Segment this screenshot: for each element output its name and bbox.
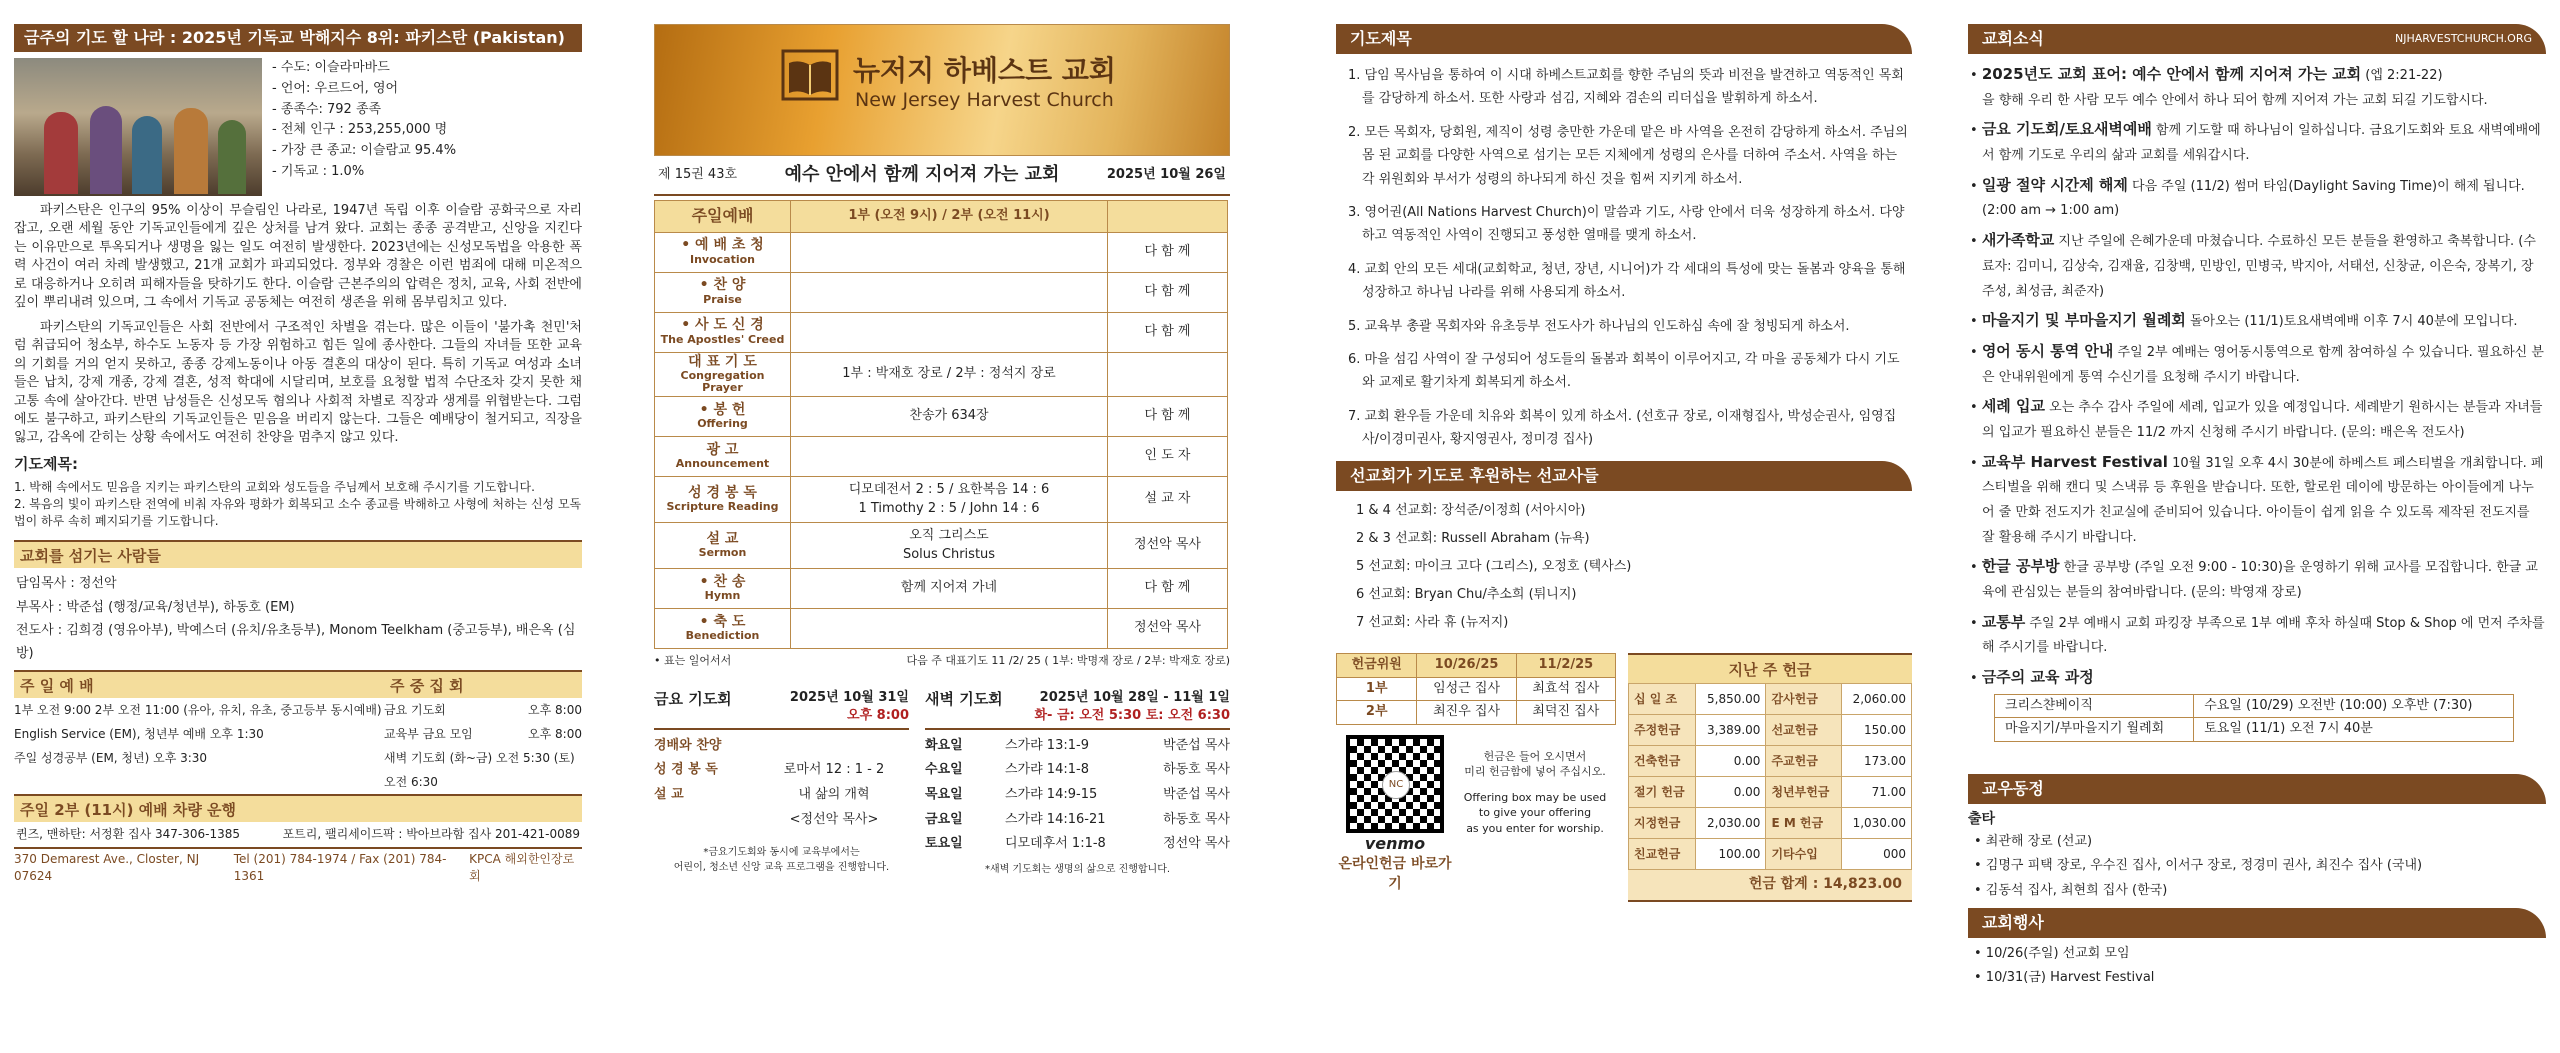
order-item-name: • 축 도 Benediction [655,609,791,649]
worship-order-row [655,437,1228,477]
order-item-detail: 찬송가 634장 [791,397,1108,437]
panel-news [1968,24,2546,991]
dawn-items [925,734,1230,857]
travel-subtitle: 출타 [1968,810,1996,827]
news-item: • 교통부 주일 2부 예배시 교회 파킹장 부족으로 1부 예배 후차 하실때 Stop & Shop 에 먼저 주차를 해 주시기를 바랍니다. [1970,612,2545,656]
schedule-body [14,698,582,794]
offering-section [1336,653,1912,902]
order-item-name: • 봉 헌 Offering [655,397,791,437]
missionary-header [1336,461,1912,491]
fact-capital: - 수도: 이슬라마바드 [272,60,390,75]
friday-item: <정선악 목사> [789,811,879,827]
dawn-item: 수요일 스가랴 14:1-8 하동호 목사 [925,762,1230,778]
friday-title: 금요 기도회 [654,689,732,708]
fact-religion: - 가장 큰 종교: 이슬람교 95.4% [272,143,457,159]
dawn-item: 목요일 스가랴 14:9-15 박준섭 목사 [925,787,1230,803]
stand-note: • 표는 일어서서 [654,654,732,668]
worship-order-row [655,569,1228,609]
news-item: • 영어 동시 통역 안내 주일 2부 예배는 영어동시통역으로 함께 참여하실 수 있습니다. 필요하신 분은 안내위원에게 통역 수신기를 요청해 주시기 바랍니다. [1970,341,2544,385]
usher-table [1336,653,1616,724]
offering-left [1336,653,1616,902]
dawn-item: 금요일 스가랴 14:16-21 하동호 목사 [925,811,1230,827]
news-header [1968,24,2546,54]
order-item-name: 대 표 기 도 Congregation Prayer [655,352,791,397]
prayer-header-label: 기도제목 [1350,29,1412,48]
weekday-services [654,689,1230,878]
dawn-item: 화요일 스가랴 13:1-9 박준섭 목사 [925,737,1230,753]
church-footer [14,847,582,885]
news-item: • 금주의 교육 과정 [1970,668,2094,687]
prayer-item: 4. 교회 안의 모든 세대(교회학교, 청년, 장년, 시니어)가 각 세대의 특성에 맞는 돌봄과 양육을 통해 성장하고 하나님 나라를 위해 사용되게 하소서. [1348,261,1906,301]
order-item-detail [791,312,1108,352]
panel-pakistan [14,24,582,885]
worship-head: 주일예배 [655,200,791,232]
church-tel: Tel (201) 784-1974 / Fax (201) 784-1361 [233,851,447,883]
usher-head-date-2: 11/2/25 [1516,654,1615,677]
venmo-qr-code[interactable] [1346,735,1444,833]
order-item-name: • 찬 송 Hymn [655,569,791,609]
news-header-label: 교회소식 [1982,29,2044,48]
friday-prayer-box [654,689,909,878]
worship-order-row [655,232,1228,272]
sunday-worship-title: 주 일 예 배 [20,676,94,695]
offering-row: 건축헌금 0.00 주교헌금 173.00 [1629,746,1912,777]
church-name-en: New Jersey Harvest Church [855,89,1114,111]
friday-time: 오후 8:00 [847,708,909,724]
order-item-leader [1108,352,1228,397]
edu-course-2: 마을지기/부마을지기 월례회 [1995,718,2194,741]
prayer-list [1336,64,1912,451]
travel-item: • 최관해 장로 (선교) [1974,833,2093,849]
education-table [1994,694,2514,742]
missionary-list [1336,497,1912,637]
country-paragraph-1: 파키스탄은 인구의 95% 이상이 무슬림인 나라로, 1947년 독립 이후 이슬람 공화국으로 자리 잡고, 오랜 세월 동안 기독교인들에게 깊은 상처를 남겨 왔다. 교회는 종종 공격받고, 신앙을 지킨다는 이유만으로 투옥되거나 생명을 잃는 일도 여전히 발생한다. 2023년에는 신성모독법을 악용한 폭력 사건이 여러 차례 발생했고, 21개 교회가 파괴되었다. 정부와 경찰은 이런 범죄에 대해 미온적으로 대응하거나 오히려 피해자들을 탓하기도 한다. 이슬람 근본주의의 압력은 정치, 교육, 사회 전반에 깊이 뿌리내려 있으며, 그 속에서 기독교 공동체는 여전히 생존을 위해 몸부림치고 있다. [14,203,582,311]
dawn-date: 2025년 10월 28일 - 11월 1일 [1039,689,1230,705]
church-website[interactable]: NJHARVESTCHURCH.ORG [2394,32,2532,45]
sunday-service-3: 주일 성경공부 (EM, 청년) 오후 3:30 [14,750,208,765]
missionary-item: 2 & 3 선교회: Russell Abraham (뉴욕) [1356,531,1590,547]
order-item-name: • 예 배 초 청 Invocation [655,232,791,272]
order-item-leader: 다 함 께 [1108,232,1228,272]
church-banner [654,24,1230,156]
order-item-leader: 정선악 목사 [1108,523,1228,569]
news-item: • 교육부 Harvest Festival 10월 31일 오후 4시 30분에 하베스트 페스티벌을 개최합니다. 페스티벌을 위해 캔디 및 스낵류 등 후원을 받습니다. 또한, 할로윈 데이에 방문하는 아이들에게 나누어 줄 만화 전도지가 친교실에 준비되어 있습니다. 아이들이 쉽게 읽을 수 있도록 제작된 전도지를 잘 활용해 주시기 바랍니다. [1970,452,2544,545]
last-week-offering-title: 지난 주 헌금 [1628,653,1912,683]
parking-fortlee: 포트리, 팰리세이드팍 : 박아브라함 집사 201-421-0089 [282,826,580,841]
order-item-detail: 디모데전서 2 : 5 / 요한복음 14 : 6 1 Timothy 2 : 5 / John 14 : 6 [791,477,1108,523]
order-item-leader: 인 도 자 [1108,437,1228,477]
online-offering-link[interactable]: 온라인헌금 바로가기 [1338,856,1452,893]
worship-order-row [655,352,1228,397]
usher-row2-label: 2부 [1337,701,1417,724]
order-item-leader: 다 함 께 [1108,312,1228,352]
travel-item: • 김동석 집사, 최현희 집사 (한국) [1974,882,2168,898]
prayer-item: 1. 담임 목사님을 통하여 이 시대 하베스트교회를 향한 주님의 뜻과 비전을 발견하고 역동적인 목회를 감당하게 하소서. 또한 사랑과 섬김, 지혜와 겸손의 리더십을 발휘하게 하소서. [1348,68,1904,107]
edu-time-1: 수요일 (10/29) 오전반 (10:00) 오후반 (7:30) [2194,694,2514,717]
friday-item: 성 경 봉 독 로마서 12 : 1 - 2 [654,762,885,778]
parking-contacts [14,822,582,847]
country-intro [14,58,582,196]
member-news-header [1968,774,2546,804]
travel-list [1968,830,2546,904]
worship-order-row [655,609,1228,649]
meet-education: 교육부 금요 모임 [384,726,473,741]
offering-note-en: Offering box may be used to give your offering as you enter for worship. [1463,790,1607,835]
church-name-ko: 뉴저지 하베스트 교회 [853,54,1116,87]
news-item: • 한글 공부방 한글 공부방 (주일 오전 9:00 - 10:30)을 운영하기 위해 교사를 모집합니다. 한글 교육에 관심있는 분들의 참여바랍니다. (문의: 박영재 장로) [1970,557,2538,601]
missionary-item: 5 선교회: 마이크 고다 (그리스), 오정호 (텍사스) [1356,559,1632,575]
schedule-header [14,670,582,698]
offering-row: 지정헌금 2,030.00 E M 헌금 1,030.00 [1629,808,1912,839]
news-item: • 세례 입교 오는 추수 감사 주일에 세례, 입교가 있을 예정입니다. 세례받기 원하시는 분들과 자녀들의 입교가 필요하신 분들은 11/2 까지 신청해 주시기 바랍니다. (문의: 배은옥 전도사) [1970,397,2543,440]
worship-order-rows [655,232,1228,649]
fact-population: - 전체 인구 : 253,255,000 명 [272,122,448,138]
church-address: 370 Demarest Ave., Closter, NJ 07624 [14,851,200,883]
issue-bar [654,156,1230,196]
offering-total: 헌금 합계 : 14,823.00 [1628,870,1912,902]
parking-queens: 퀸즈, 맨하탄: 서정환 집사 347-306-1385 [16,826,241,841]
meet-friday: 금요 기도회 [384,702,446,717]
servers-header: 교회를 섬기는 사람들 [14,540,582,568]
panel-prayer [1336,24,1912,902]
fact-ethnic-groups: - 종족수: 792 종족 [272,101,382,117]
order-item-detail [791,609,1108,649]
order-item-leader: 다 함 께 [1108,272,1228,312]
friday-item: 설 교 내 삶의 개혁 [654,787,870,803]
dawn-time: 화- 금: 오전 5:30 토: 오전 6:30 [1034,708,1230,724]
servers-list [14,568,582,670]
missionary-item: 7 선교회: 사라 휴 (뉴저지) [1356,615,1509,631]
order-item-name: 성 경 봉 독 Scripture Reading [655,477,791,523]
usher-head-date-1: 10/26/25 [1417,654,1516,677]
missionary-item: 1 & 4 선교회: 장석준/이정희 (서아시아) [1356,503,1586,519]
parking-header: 주일 2부 (11시) 예배 차량 운행 [14,794,582,822]
bible-logo-icon [781,49,839,101]
usher-row1-label: 1부 [1337,677,1417,700]
country-prayer-1: 1. 박해 속에서도 믿음을 지키는 파키스탄의 교회와 성도들을 주님께서 보호해 주시기를 기도합니다. [14,480,535,495]
weekday-meetings-title: 주 중 집 회 [390,676,464,695]
prayer-item: 2. 모든 목회자, 당회원, 제직이 성령 충만한 가운데 맡은 바 사역을 온전히 감당하게 하소서. 주님의 몸 된 교회를 다양한 사역으로 섬기는 모든 지체에게 성령의 은사를 더하여 주소서. 사역을 하는 각 위원회와 부서가 성령의 하나되게 하신 것을 힘써 지키게 하소서. [1348,124,1908,187]
friday-note: *금요기도회와 동시에 교육부에서는 어린이, 청소년 신앙 교육 프로그램을 진행합니다. [673,847,890,873]
news-item: • 일광 절약 시간제 해제 다음 주일 (11/2) 썸머 타임(Daylight Saving Time)이 해제 됩니다. (2:00 am → 1:00 am) [1970,175,2525,219]
church-events-header [1968,908,2546,938]
event-item: • 10/26(주일) 선교회 모임 [1974,945,2130,961]
order-item-leader: 정선악 목사 [1108,609,1228,649]
edu-course-1: 크리스챤베이직 [1995,694,2194,717]
worship-order-row [655,312,1228,352]
usher-row2-a: 최진우 집사 [1417,701,1516,724]
next-prayer-note: 다음 주 대표기도 11 /2/ 25 ( 1부: 박명재 장로 / 2부: 박재호 장로) [906,654,1230,668]
news-item: • 새가족학교 지난 주일에 은혜가운데 마쳤습니다. 수료하신 모든 분들을 환영하고 축복합니다. (수료자: 김미니, 김상숙, 김재율, 김창백, 민방인, 민병국, 박지아, 서태선, 신창균, 이은숙, 장복기, 장주성, 최성금, 최준자) [1970,231,2536,299]
offering-table [1628,683,1912,870]
offering-row: 친교헌금 100.00 기타수입 000 [1629,839,1912,870]
meet-friday-time: 오후 8:00 [528,702,582,717]
missionary-item: 6 선교회: Bryan Chu/추소희 (튀니지) [1356,587,1577,603]
order-item-detail: 함께 지어져 가네 [791,569,1108,609]
worship-order-row [655,397,1228,437]
venmo-logo: venmo [1364,833,1426,853]
usher-row1-b: 최효석 집사 [1516,677,1615,700]
worship-order-row [655,477,1228,523]
dawn-item: 토요일 디모데후서 1:1-8 정선악 목사 [925,836,1230,852]
usher-row1-a: 임성근 집사 [1417,677,1516,700]
worship-order-row [655,272,1228,312]
prayer-item: 6. 마을 섬김 사역이 잘 구성되어 성도들의 돌봄과 회복이 이루어지고, 각 마을 공동체가 다시 기도와 교제로 활기차게 회복되게 하소서. [1348,351,1900,391]
offering-row: 주정헌금 3,389.00 선교헌금 150.00 [1629,715,1912,746]
dawn-prayer-box [925,689,1230,878]
worship-order-table [654,200,1228,650]
friday-items [654,734,909,833]
order-item-leader: 설 교 자 [1108,477,1228,523]
panel-bulletin [654,24,1230,877]
sunday-service-1: 1부 오전 9:00 2부 오전 11:00 (유아, 유치, 유초, 중고등부 동시예배) [14,702,382,717]
fact-christianity: - 기독교 : 1.0% [272,163,365,179]
associate-pastors: 부목사 : 박준섭 (행정/교육/청년부), 하동호 (EM) [16,599,295,615]
offering-summary [1628,653,1912,902]
order-item-detail: 오직 그리스도 Solus Christus [791,523,1108,569]
country-paragraph-2: 파키스탄의 기독교인들은 사회 전반에서 구조적인 차별을 겪는다. 많은 이들이 '불가촉 천민'처럼 취급되어 청소부, 하수도 노동자 등 가장 위험하고 힘든 일에 종사한다. 그들의 자녀들 또한 교육의 기회를 거의 얻지 못하고, 종종 강제노동이나 아동 결혼의 대상이 된다. 특히 기독교 여성과 소녀들은 납치, 강제 개종, 강제 결혼, 성적 학대에 시달리며, 보호를 요청할 법적 수단조차 갖지 못한 채 고통 속에 살아간다. 반면 남성들은 신성모독 혐의나 사회적 차별로 직장과 생계를 위협받는다. 그럼에도 불구하고, 파키스탄의 기독교인들은 믿음을 버리지 않는다. 그들은 예배당이 철거되고, 직장을 잃고, 감옥에 갇히는 상황 속에서도 여전히 찬양을 멈추지 않고 있다. [14,319,582,446]
bulletin-date: 2025년 10월 26일 [1106,166,1226,182]
dawn-note: *새벽 기도회는 생명의 삶으로 진행합니다. [984,864,1171,876]
issue-number: 제 15권 43호 [658,166,738,182]
country-facts [272,58,456,196]
prayer-item: 7. 교회 환우들 가운데 치유와 회복이 있게 하소서. (선호규 장로, 이재형집사, 박성순권사, 임영집사/이경미권사, 황지영권사, 정미경 집사) [1348,408,1897,448]
worship-notes [654,653,1230,669]
travel-item: • 김명구 피택 장로, 우수진 집사, 이서구 장로, 정경미 권사, 최진수 집사 (국내) [1974,858,2423,874]
worship-order-header [655,200,1228,232]
worship-order-row [655,523,1228,569]
news-list [1968,60,2546,692]
church-events-label: 교회행사 [1982,912,2044,932]
event-item: • 10/31(금) Harvest Festival [1974,970,2155,986]
church-org: KPCA 해외한인장로회 [469,851,575,883]
order-item-detail [791,272,1108,312]
evangelists: 전도사 : 김희경 (영유아부), 박예스더 (유치/유초등부), Monom Teelkham (중고등부), 배은옥 (심방) [16,623,576,662]
order-item-leader: 다 함 께 [1108,397,1228,437]
country-prayer-2: 2. 복음의 빛이 파키스탄 전역에 비춰 자유와 평화가 회복되고 소수 종교를 박해하고 사형에 처하는 신성 모독법이 하루 속히 폐지되기를 기도합니다. [14,497,582,529]
news-item: • 마을지기 및 부마을지기 월례회 돌아오는 (11/1)토요새벽예배 이후 7시 40분에 모입니다. [1970,311,2518,330]
senior-pastor: 담임목사 : 정선악 [16,576,117,592]
order-item-leader: 다 함 께 [1108,569,1228,609]
order-item-detail [791,232,1108,272]
prayer-topics-title: 기도제목: [14,454,78,473]
dawn-title: 새벽 기도회 [925,689,1003,708]
missionary-header-label: 선교회가 기도로 후원하는 선교사들 [1350,466,1599,486]
usher-row2-b: 최덕진 집사 [1516,701,1615,724]
online-offering [1336,735,1616,895]
worship-times: 1부 (오전 9시) / 2부 (오전 11시) [791,200,1108,232]
prayer-item: 3. 영어권(All Nations Harvest Church)이 말씀과 기도, 사랑 안에서 더욱 성장하게 하소서. 다양하고 역동적인 사역이 진행되고 풍성한 열매를 맺게 하소서. [1348,204,1905,244]
edu-time-2: 토요일 (11/1) 오전 7시 40분 [2194,718,2514,741]
events-list [1968,942,2546,991]
meet-education-time: 오후 8:00 [528,726,582,741]
order-item-detail [791,437,1108,477]
pakistan-children-photo [14,58,262,196]
order-item-name: 광 고 Announcement [655,437,791,477]
member-news-label: 교우동정 [1982,778,2044,798]
year-theme: 예수 안에서 함께 지어져 가는 교회 [784,164,1060,185]
prayer-country-header: 금주의 기도 할 나라 : 2025년 기독교 박해지수 8위: 파키스탄 (Pakistan) [14,24,582,52]
news-item: • 금요 기도회/토요새벽예배 함께 기도할 때 하나님이 일하십니다. 금요기도회와 토요 새벽예배에서 함께 기도로 우리의 삶과 교회를 세워갑시다. [1970,120,2541,164]
news-item: • 2025년도 교회 표어: 예수 안에서 함께 지어져 가는 교회 (엡 2:21-22) 을 향해 우리 한 사람 모두 예수 안에서 하나 되어 함께 지어져 가는 교회 되길 기도합시다. [1970,65,2488,108]
usher-head-label: 헌금위원 [1337,654,1417,677]
order-item-name: 설 교 Sermon [655,523,791,569]
order-item-name: • 사 도 신 경 The Apostles' Creed [655,312,791,352]
offering-row: 절기 헌금 0.00 청년부헌금 71.00 [1629,777,1912,808]
friday-date: 2025년 10월 31일 [789,689,909,705]
prayer-header [1336,24,1912,54]
meet-dawn: 새벽 기도회 (화~금) 오전 5:30 (토) 오전 6:30 [384,750,575,789]
prayer-item: 5. 교육부 총괄 목회자와 유초등부 전도사가 하나님의 인도하심 속에 잘 청빙되게 하소서. [1348,318,1850,334]
offering-note-ko: 헌금은 들어 오시면서 미리 헌금함에 넣어 주십시오. [1464,749,1606,779]
order-item-name: • 찬 양 Praise [655,272,791,312]
order-item-detail: 1부 : 박재호 장로 / 2부 : 정석지 장로 [791,352,1108,397]
offering-row: 십 일 조 5,850.00 감사헌금 2,060.00 [1629,684,1912,715]
friday-item: 경배와 찬양 [654,737,722,753]
fact-language: - 언어: 우르드어, 영어 [272,80,399,96]
sunday-service-2: English Service (EM), 청년부 예배 오후 1:30 [14,726,264,741]
